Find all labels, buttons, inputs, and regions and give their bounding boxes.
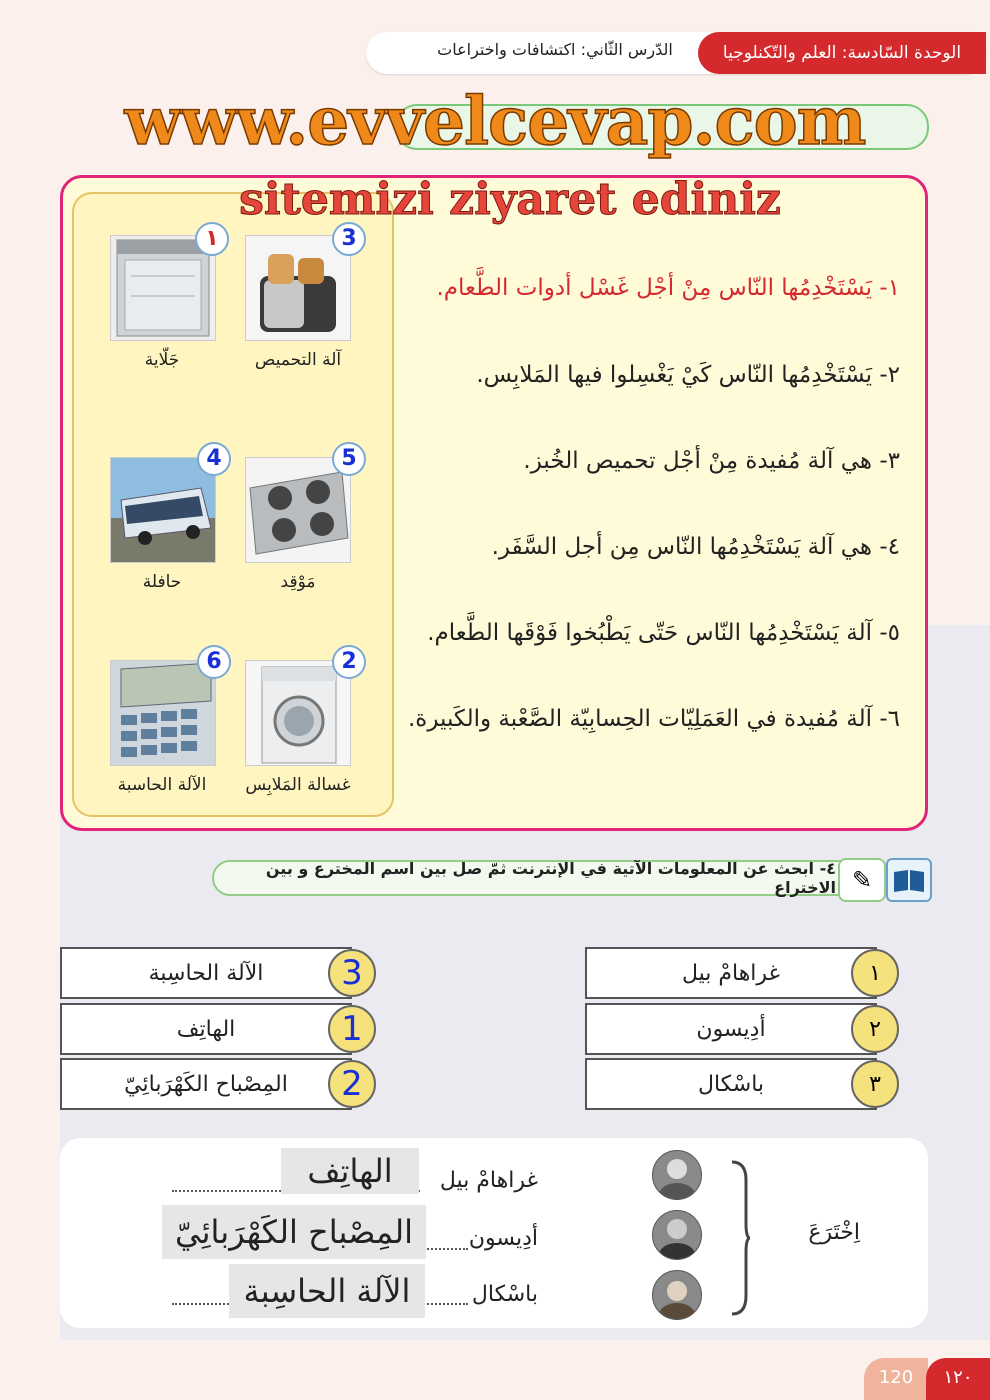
inventor-number [851,949,899,997]
image-caption: مَوْقِد [280,572,316,592]
dishwasher-icon [111,236,215,340]
invention-number [328,1005,376,1053]
bell-portrait-icon [652,1150,702,1200]
bus-image [110,457,216,563]
statement-6: ٦- آلة مُفيدة في العَمَلِيّات الحِسابِيّة الصَّعْبة والكَبيرة. [407,706,900,732]
number-badge [197,442,231,476]
calculator-icon [111,661,215,765]
statement-5: ٥- آلة يَسْتَخْدِمُها النّاس حَتّى يَطْبُخوا فَوْقَها الطَّعام. [427,620,900,646]
invention-name: الهاتِف [176,1016,236,1042]
number-text: ٢ [869,1016,881,1042]
number-badge [195,222,229,256]
invention-number [328,1060,376,1108]
pencil-icon: ✎ [838,858,886,902]
invention-name: المِصْباح الكَهْرَبائِيّ [124,1071,288,1097]
invention-row-2 [60,1003,352,1055]
answer-fill: الهاتِف [281,1148,419,1194]
answer-inventor: غراهامْ بيل [439,1168,538,1193]
pascal-portrait-icon [652,1270,702,1320]
number-text: 3 [341,953,363,993]
answer-fill: الآلة الحاسِبة [229,1264,425,1318]
inventor-name: باسْكال [697,1071,765,1097]
page-number-arabic: ١٢٠ [926,1358,990,1400]
image-caption: آلة التحميص [254,350,342,370]
inventor-number [851,1005,899,1053]
image-caption: غسالة المَلابِس [245,775,351,795]
page-number-latin: 120 [864,1358,928,1400]
inventor-number [851,1060,899,1108]
invention-name: الآلة الحاسِبة [148,960,264,986]
number-text: 3 [341,226,357,251]
image-caption: جَلّاية [144,350,180,370]
invented-label: اِخْتَرَعَ [808,1220,860,1245]
number-text: 1 [341,1009,363,1049]
edison-portrait-icon [652,1210,702,1260]
watermark-visit: sitemizi ziyaret ediniz [239,174,781,225]
inventor-name: غراهامْ بيل [681,960,781,986]
number-badge [332,645,366,679]
statement-1: ١- يَسْتَخْدِمُها النّاس مِنْ أجْل غَسْل أدوات الطَّعام. [436,275,900,301]
answer-inventor: أدِيسون [468,1226,538,1251]
watermark-url: www.evvelcevap.com [124,82,866,160]
statement-3: ٣- هي آلة مُفيدة مِنْ أجْل تحميص الخُبز. [523,448,900,474]
number-text: 5 [341,446,357,471]
number-text: 2 [341,1064,363,1104]
activity-4-instruction: ٤- ابحث عن المعلومات الآتية في الإنترنت ثمّ صل بين اسم المخترع و بين الاختراع [212,860,852,896]
answer-fill: المِصْباح الكَهْرَبائِيّ [162,1205,426,1259]
number-text: 6 [206,649,222,674]
brace-icon [728,1160,752,1316]
bus-icon [111,458,215,562]
answer-inventor: باسْكال [471,1282,538,1307]
number-text: ١ [205,226,219,251]
number-text: ١ [869,960,881,986]
inventor-row-3 [585,1058,877,1110]
invention-row-3 [60,1058,352,1110]
inventor-name: أدِيسون [696,1016,766,1042]
lesson-title: الدّرس الثّاني: اكتشافات واختراعات [437,40,673,59]
inventor-row-2 [585,1003,877,1055]
image-caption: حافلة [142,572,182,592]
invention-row-1 [60,947,352,999]
number-badge [332,222,366,256]
statement-4: ٤- هي آلة يَسْتَخْدِمُها النّاس مِن أجل السَّفَر. [491,534,900,560]
book-icon [886,858,932,902]
calculator-image [110,660,216,766]
inventor-row-1 [585,947,877,999]
number-text: ٣ [869,1071,881,1097]
number-text: 4 [206,446,222,471]
unit-title: الوحدة السّادسة: العلم والتّكنلوجيا [698,32,986,74]
invention-number [328,949,376,997]
number-badge [197,645,231,679]
image-caption: الآلة الحاسبة [117,775,207,795]
number-text: 2 [341,649,357,674]
statement-2: ٢- يَسْتَخْدِمُها النّاس كَيْ يَغْسِلوا فيها المَلابِس. [476,362,900,388]
